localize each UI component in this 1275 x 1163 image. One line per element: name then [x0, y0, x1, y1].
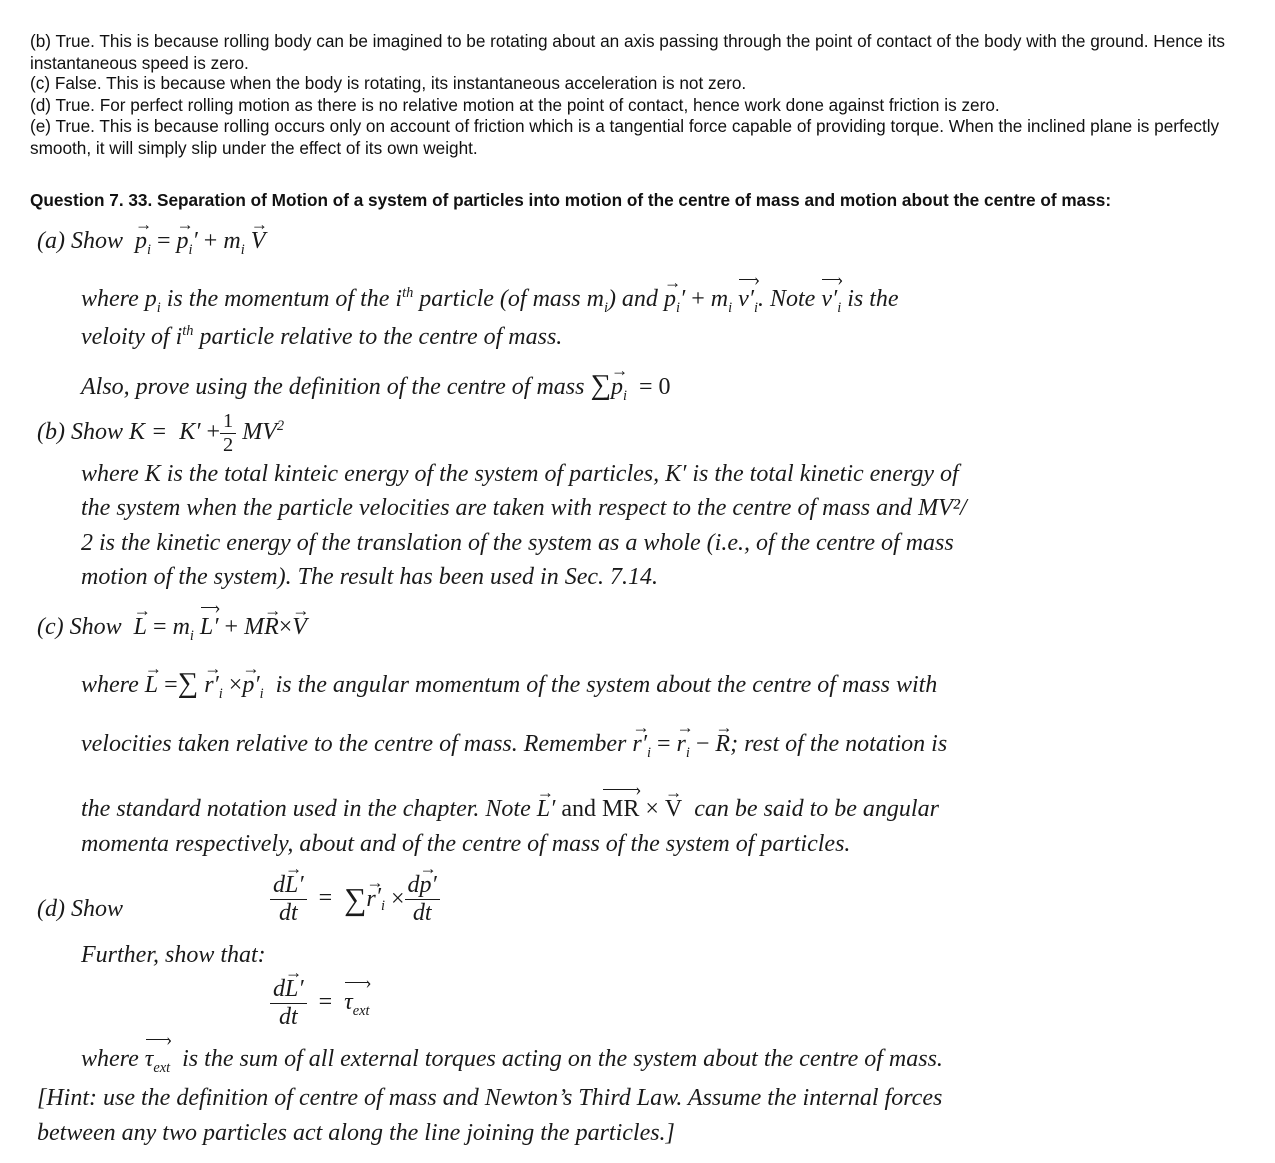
part-d-equation1: $\frac{d\to L'}{dt}$ = ∑→ $r'_i$ × $\frac{d\to p'}{dt}$ [270, 872, 440, 927]
part-a-line3: Also, prove using the definition of the centre of mass ∑→ $p_i = 0$ [81, 369, 671, 405]
part-c-line2: velocities taken relative to the centre of mass. Remember → $r'_i$ = → $r_i$ − → R; rest of the notation is [81, 731, 947, 762]
part-c-line3: the standard notation used in the chapter. Note → L′ and MR › × → V can be said to be angular [81, 794, 939, 823]
part-d-equation2: $\frac{d\to L'}{dt}$ = $\tau_{ext}$ › [270, 976, 370, 1031]
part-a-statement: (a) Show → $p_i$ = → $p_i' + m_i \to V$ [37, 228, 265, 259]
answer-e: (e) True. This is because rolling occurs only on account of friction which is a tangential force capable of providing torque. When the inclined plane is perfectly smooth, it will simply slip under the effect of its own weight. [30, 116, 1220, 158]
question-heading: Question 7. 33. Separation of Motion of a system of particles into motion of the centre of mass and motion about the centre of mass: [30, 190, 1112, 210]
part-b-line2: the system when the particle velocities are taken with respect to the centre of mass and MV²/ [81, 495, 967, 521]
answer-d: (d) True. For perfect rolling motion as there is no relative motion at the point of contact, hence work done against friction is zero. [30, 95, 1000, 115]
part-d-label: (d) Show [37, 896, 123, 922]
answer-c: (c) False. This is because when the body is rotating, its instantaneous acceleration is not zero. [30, 73, 747, 93]
part-c-line1: where → L =∑ → $r'_i \times\to p'_i$ is the angular momentum of the system about the centre of mass with [81, 667, 937, 703]
part-d-hint2: between any two particles act along the line joining the particles.] [37, 1120, 675, 1146]
part-a-line2: veloity of $i^{th}$ particle relative to the centre of mass. [81, 323, 563, 350]
part-d-hint1: [Hint: use the definition of centre of mass and Newton’s Third Law. Assume the internal forces [37, 1085, 943, 1111]
part-b-line3: 2 is the kinetic energy of the translation of the system as a whole (i.e., of the centre of mass [81, 530, 954, 556]
part-b-line1: where K is the total kinteic energy of the system of particles, K′ is the total kinetic energy of [81, 461, 959, 487]
part-d-further: Further, show that: [81, 942, 266, 968]
part-d-line1: where $\tau_{ext}$ › is the sum of all external torques acting on the system about the centre of mass. [81, 1044, 943, 1077]
answer-b: (b) True. This is because rolling body can be imagined to be rotating about an axis passing through the point of contact of the body with the ground. Hence its instantaneous speed is zero. [30, 31, 1225, 73]
part-a-line1: where $p_i$ is the momentum of the $i^{th}$ particle (of mass $m_i$) and → $p_i' + m_i$ $v'_i$ ›. Note $v'_i$ › is the [81, 284, 899, 317]
part-b-statement: (b) Show K = K′ + $\frac{1}{2}$ $MV^2$ [37, 410, 285, 456]
part-c-statement: (c) Show → $L = m_i$ L′ › + M→ R×→ V [37, 612, 307, 645]
part-b-line4: motion of the system). The result has been used in Sec. 7.14. [81, 564, 659, 590]
part-c-line4: momenta respectively, about and of the centre of mass of the system of particles. [81, 831, 851, 857]
